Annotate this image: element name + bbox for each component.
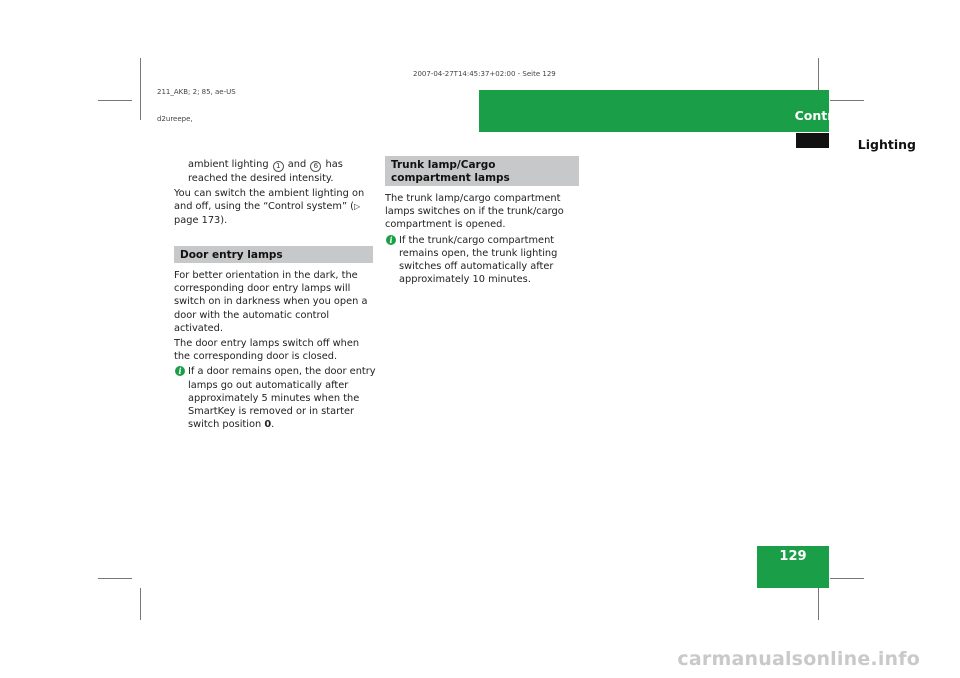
trunk-lamp-section [385, 192, 585, 288]
info-icon: i [386, 235, 396, 245]
page-reference[interactable]: page 173). [174, 214, 228, 226]
door-entry-paragraph-1: For better orientation in the dark, the corresponding door entry lamps will switch on in darkness when you open a door with the automatic control activated. [174, 270, 368, 334]
door-entry-paragraph-2: The door entry lamps switch off when the corresponding door is closed. [174, 338, 360, 363]
crop-mark [140, 588, 141, 620]
section-header-bar [479, 90, 829, 132]
marker-1: 1 [273, 161, 284, 172]
intro-paragraph [174, 158, 376, 185]
intro-text: ambient lighting [188, 159, 269, 170]
crop-mark [830, 578, 864, 579]
control-system-paragraph [174, 187, 376, 227]
subsection-title: Lighting [857, 137, 916, 152]
print-meta [157, 70, 236, 133]
section-title: Controls in detail [794, 108, 916, 123]
info-text: If the trunk/cargo compartment remains open, the trunk lighting switches off automatically after approximately 10 minutes. [399, 234, 558, 286]
crop-mark [140, 58, 141, 120]
paragraph-text: You can switch the ambient lighting on and off, using the “Control system” ( [174, 188, 365, 213]
crop-mark [98, 100, 132, 101]
intro-text: has reached the desired intensity. [188, 159, 343, 184]
door-entry-heading: Door entry lamps [174, 246, 373, 263]
print-meta-line2: d2ureepe, [157, 115, 193, 123]
triangle-right-icon: ▷ [353, 202, 361, 212]
print-timestamp: 2007-04-27T14:45:37+02:00 - Seite 129 [413, 70, 556, 78]
switch-position: 0 [264, 419, 272, 431]
trunk-lamp-info [385, 234, 585, 287]
trunk-lamp-paragraph: The trunk lamp/cargo compartment lamps switches on if the trunk/cargo compartment is opened. [385, 193, 564, 231]
print-meta-line1: 211_AKB; 2; 85, ae-US [157, 88, 236, 96]
section-tab-marker [796, 133, 829, 148]
info-text: . [271, 419, 275, 431]
page-number: 129 [779, 549, 807, 564]
door-entry-info [174, 365, 376, 431]
left-column [174, 158, 376, 229]
crop-mark [818, 588, 819, 620]
info-text: If a door remains open, the door entry lamps go out automatically after approximately 5 minutes when the SmartKey is removed or in starter switch position [188, 366, 376, 431]
crop-mark [830, 100, 864, 101]
marker-6: 6 [310, 161, 321, 172]
watermark-text: carmanualsonline.info [677, 648, 920, 670]
intro-text: and [287, 159, 307, 170]
trunk-lamp-heading: Trunk lamp/Cargo compartment lamps [385, 156, 579, 186]
watermark [0, 648, 960, 670]
door-entry-section [174, 269, 376, 433]
crop-mark [98, 578, 132, 579]
info-icon: i [175, 366, 185, 376]
